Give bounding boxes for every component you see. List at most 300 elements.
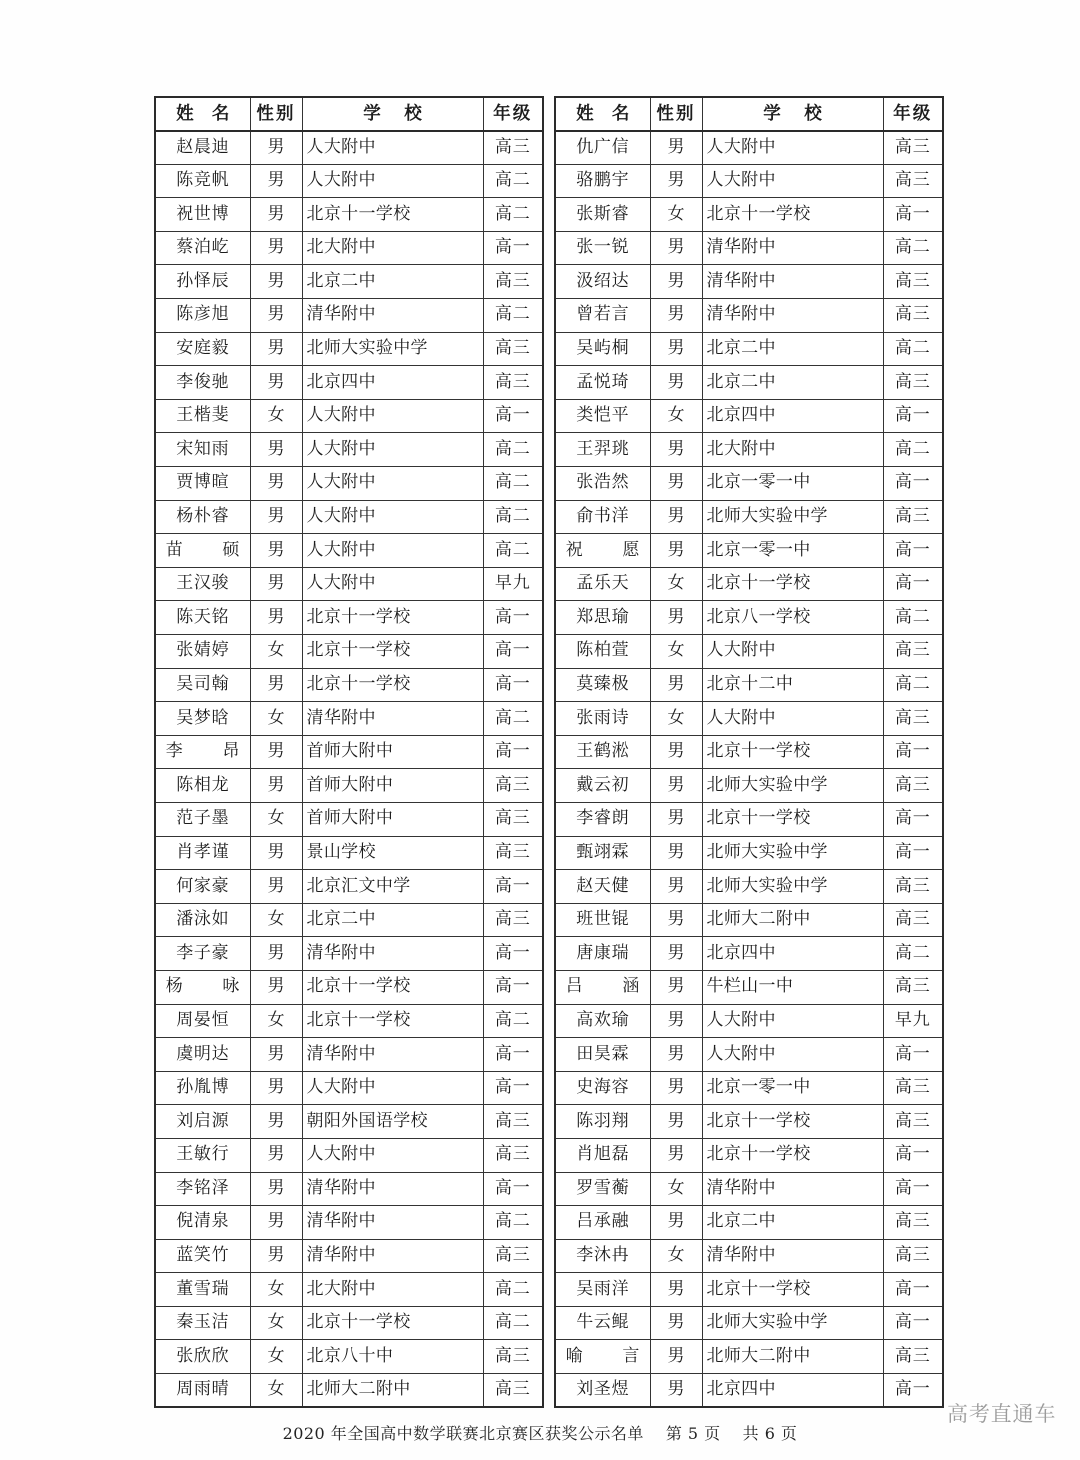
cell-sex: 男 <box>650 1340 702 1374</box>
cell-name: 宋知雨 <box>155 433 250 467</box>
cell-school: 北京八一学校 <box>702 601 883 635</box>
table-row <box>155 265 543 299</box>
cell-name: 安庭毅 <box>155 332 250 366</box>
cell-school: 北京十一学校 <box>302 635 483 669</box>
cell-grade: 高一 <box>883 1138 943 1172</box>
table-row <box>555 131 943 165</box>
cell-grade: 高一 <box>883 1374 943 1408</box>
table-row <box>155 131 543 165</box>
column-header-grade: 年级 <box>483 97 543 131</box>
cell-name: 孙胤博 <box>155 1071 250 1105</box>
cell-sex: 男 <box>250 937 302 971</box>
table-row <box>555 332 943 366</box>
table-row <box>555 1071 943 1105</box>
table-header-row <box>555 97 943 131</box>
cell-school: 北京十一学校 <box>302 198 483 232</box>
cell-name: 王楷斐 <box>155 399 250 433</box>
table-row <box>155 1273 543 1307</box>
cell-name: 范子墨 <box>155 802 250 836</box>
cell-name: 肖旭磊 <box>555 1138 650 1172</box>
cell-grade: 高三 <box>883 870 943 904</box>
cell-sex: 男 <box>250 567 302 601</box>
cell-sex: 男 <box>650 1374 702 1408</box>
cell-name: 周雨晴 <box>155 1374 250 1408</box>
cell-grade: 高一 <box>883 467 943 501</box>
cell-sex: 女 <box>250 1374 302 1408</box>
cell-name: 俞书洋 <box>555 500 650 534</box>
table-row <box>555 534 943 568</box>
cell-name: 倪清泉 <box>155 1206 250 1240</box>
table-row <box>155 231 543 265</box>
cell-grade: 高三 <box>483 769 543 803</box>
cell-sex: 男 <box>650 1105 702 1139</box>
cell-school: 北京二中 <box>302 265 483 299</box>
cell-school: 人大附中 <box>302 399 483 433</box>
cell-name: 李 昂 <box>155 735 250 769</box>
cell-name: 类恺平 <box>555 399 650 433</box>
cell-grade: 高二 <box>483 1004 543 1038</box>
cell-school: 首师大附中 <box>302 802 483 836</box>
cell-sex: 男 <box>650 433 702 467</box>
table-row <box>155 1138 543 1172</box>
cell-sex: 男 <box>650 937 702 971</box>
cell-school: 北大附中 <box>302 231 483 265</box>
cell-grade: 早九 <box>883 1004 943 1038</box>
cell-sex: 女 <box>250 399 302 433</box>
column-header-school: 学 校 <box>702 97 883 131</box>
table-row <box>555 1239 943 1273</box>
cell-school: 北师大实验中学 <box>702 836 883 870</box>
cell-name: 刘圣煜 <box>555 1374 650 1408</box>
table-row <box>555 802 943 836</box>
column-header-school: 学 校 <box>302 97 483 131</box>
table-row <box>155 299 543 333</box>
cell-school: 北京十一学校 <box>302 668 483 702</box>
cell-sex: 女 <box>650 198 702 232</box>
cell-grade: 高三 <box>883 131 943 165</box>
cell-name: 祝 愿 <box>555 534 650 568</box>
cell-sex: 男 <box>250 1172 302 1206</box>
column-header-sex: 性别 <box>250 97 302 131</box>
cell-sex: 女 <box>650 1172 702 1206</box>
cell-grade: 高一 <box>883 735 943 769</box>
cell-school: 朝阳外国语学校 <box>302 1105 483 1139</box>
cell-grade: 高一 <box>883 836 943 870</box>
table-row <box>555 467 943 501</box>
cell-name: 周晏恒 <box>155 1004 250 1038</box>
cell-school: 人大附中 <box>702 164 883 198</box>
cell-school: 首师大附中 <box>302 735 483 769</box>
cell-grade: 高三 <box>883 1239 943 1273</box>
cell-name: 陈相龙 <box>155 769 250 803</box>
footer-page-number: 第 5 页 <box>665 1424 721 1443</box>
cell-school: 北京十一学校 <box>702 1138 883 1172</box>
cell-school: 清华附中 <box>302 1206 483 1240</box>
cell-name: 张一锐 <box>555 231 650 265</box>
table-row <box>155 1071 543 1105</box>
cell-sex: 男 <box>650 299 702 333</box>
cell-grade: 高三 <box>883 970 943 1004</box>
table-row <box>555 668 943 702</box>
cell-grade: 高三 <box>483 1105 543 1139</box>
cell-name: 高欢瑜 <box>555 1004 650 1038</box>
cell-name: 王敏行 <box>155 1138 250 1172</box>
column-header-name: 姓 名 <box>155 97 250 131</box>
cell-grade: 高三 <box>483 903 543 937</box>
cell-sex: 男 <box>250 1105 302 1139</box>
table-row <box>155 1239 543 1273</box>
cell-name: 史海容 <box>555 1071 650 1105</box>
cell-name: 戴云初 <box>555 769 650 803</box>
cell-sex: 女 <box>650 702 702 736</box>
table-row <box>155 769 543 803</box>
cell-name: 潘泳如 <box>155 903 250 937</box>
cell-school: 北京四中 <box>702 1374 883 1408</box>
cell-grade: 高三 <box>483 1239 543 1273</box>
cell-school: 北京一零一中 <box>702 467 883 501</box>
table-row <box>555 1038 943 1072</box>
cell-sex: 男 <box>250 1239 302 1273</box>
table-row <box>555 1306 943 1340</box>
cell-sex: 男 <box>250 332 302 366</box>
cell-school: 牛栏山一中 <box>702 970 883 1004</box>
cell-grade: 高三 <box>883 702 943 736</box>
cell-school: 人大附中 <box>702 1004 883 1038</box>
cell-grade: 高二 <box>483 299 543 333</box>
cell-school: 北京二中 <box>702 332 883 366</box>
cell-grade: 高一 <box>883 1306 943 1340</box>
cell-grade: 高一 <box>483 1172 543 1206</box>
table-row <box>555 433 943 467</box>
cell-school: 人大附中 <box>302 534 483 568</box>
cell-grade: 高二 <box>483 467 543 501</box>
cell-grade: 高一 <box>483 635 543 669</box>
page-footer <box>0 1421 1080 1444</box>
cell-grade: 高二 <box>483 702 543 736</box>
cell-name: 孟悦琦 <box>555 366 650 400</box>
cell-sex: 女 <box>650 399 702 433</box>
cell-sex: 男 <box>650 366 702 400</box>
table-row <box>155 198 543 232</box>
table-row <box>555 635 943 669</box>
cell-name: 刘启源 <box>155 1105 250 1139</box>
cell-school: 清华附中 <box>702 1172 883 1206</box>
table-row <box>155 1374 543 1408</box>
cell-school: 清华附中 <box>702 265 883 299</box>
cell-grade: 高二 <box>883 601 943 635</box>
table-row <box>555 1172 943 1206</box>
cell-name: 杨朴睿 <box>155 500 250 534</box>
table-row <box>555 1004 943 1038</box>
table-row <box>555 500 943 534</box>
cell-grade: 高二 <box>483 1306 543 1340</box>
cell-name: 曾若言 <box>555 299 650 333</box>
cell-sex: 男 <box>650 332 702 366</box>
table-row <box>155 635 543 669</box>
table-row <box>555 1206 943 1240</box>
cell-grade: 高二 <box>483 1273 543 1307</box>
cell-school: 北师大实验中学 <box>702 769 883 803</box>
table-header-row <box>155 97 543 131</box>
table-row <box>155 1306 543 1340</box>
cell-name: 骆鹏宇 <box>555 164 650 198</box>
cell-sex: 男 <box>650 836 702 870</box>
cell-grade: 高三 <box>483 265 543 299</box>
table-row <box>555 164 943 198</box>
cell-grade: 高二 <box>483 164 543 198</box>
cell-grade: 高一 <box>883 1038 943 1072</box>
cell-name: 牛云鲲 <box>555 1306 650 1340</box>
cell-school: 清华附中 <box>302 299 483 333</box>
cell-school: 北师大实验中学 <box>702 500 883 534</box>
cell-name: 李睿朗 <box>555 802 650 836</box>
cell-name: 张婧婷 <box>155 635 250 669</box>
cell-grade: 高一 <box>483 1038 543 1072</box>
cell-name: 赵晨迪 <box>155 131 250 165</box>
cell-sex: 男 <box>650 903 702 937</box>
cell-school: 人大附中 <box>302 467 483 501</box>
cell-school: 清华附中 <box>302 702 483 736</box>
cell-name: 李沐冉 <box>555 1239 650 1273</box>
cell-sex: 男 <box>250 735 302 769</box>
cell-name: 吴雨洋 <box>555 1273 650 1307</box>
cell-sex: 男 <box>650 1138 702 1172</box>
cell-sex: 男 <box>650 668 702 702</box>
table-row <box>155 970 543 1004</box>
cell-sex: 男 <box>250 198 302 232</box>
table-row <box>555 970 943 1004</box>
cell-school: 北京十一学校 <box>702 1105 883 1139</box>
cell-school: 北京一零一中 <box>702 534 883 568</box>
table-row <box>555 769 943 803</box>
cell-name: 陈彦旭 <box>155 299 250 333</box>
cell-school: 人大附中 <box>302 164 483 198</box>
cell-sex: 男 <box>250 1138 302 1172</box>
cell-name: 贾博暄 <box>155 467 250 501</box>
cell-name: 甄翊霖 <box>555 836 650 870</box>
cell-sex: 男 <box>650 1206 702 1240</box>
cell-sex: 男 <box>650 870 702 904</box>
cell-grade: 高一 <box>483 735 543 769</box>
cell-name: 赵天健 <box>555 870 650 904</box>
table-row <box>555 299 943 333</box>
cell-sex: 男 <box>250 870 302 904</box>
cell-school: 人大附中 <box>302 1071 483 1105</box>
table-row <box>555 937 943 971</box>
cell-name: 陈天铭 <box>155 601 250 635</box>
cell-sex: 男 <box>650 231 702 265</box>
table-row <box>155 332 543 366</box>
column-header-grade: 年级 <box>883 97 943 131</box>
column-header-sex: 性别 <box>650 97 702 131</box>
cell-name: 孙怿辰 <box>155 265 250 299</box>
roster-tables-area <box>154 96 940 1408</box>
cell-school: 人大附中 <box>302 567 483 601</box>
cell-school: 清华附中 <box>702 299 883 333</box>
cell-grade: 高一 <box>883 198 943 232</box>
footer-total-pages: 共 6 页 <box>742 1424 798 1443</box>
table-row <box>555 1340 943 1374</box>
cell-grade: 高三 <box>483 1340 543 1374</box>
cell-grade: 高一 <box>883 567 943 601</box>
table-row <box>555 567 943 601</box>
cell-name: 秦玉洁 <box>155 1306 250 1340</box>
cell-name: 喻 言 <box>555 1340 650 1374</box>
cell-sex: 男 <box>250 467 302 501</box>
cell-grade: 高二 <box>883 937 943 971</box>
cell-school: 北京二中 <box>702 366 883 400</box>
cell-name: 班世锟 <box>555 903 650 937</box>
cell-sex: 男 <box>250 231 302 265</box>
cell-grade: 高二 <box>883 231 943 265</box>
cell-name: 王羿珧 <box>555 433 650 467</box>
cell-grade: 高一 <box>483 1071 543 1105</box>
cell-name: 吴梦晗 <box>155 702 250 736</box>
table-row <box>555 1374 943 1408</box>
cell-grade: 高一 <box>883 1273 943 1307</box>
cell-name: 王鹤淞 <box>555 735 650 769</box>
cell-name: 陈竞帆 <box>155 164 250 198</box>
table-row <box>155 567 543 601</box>
cell-school: 北京十一学校 <box>702 735 883 769</box>
cell-sex: 男 <box>650 1004 702 1038</box>
cell-grade: 高二 <box>483 1206 543 1240</box>
cell-grade: 高一 <box>883 399 943 433</box>
cell-sex: 男 <box>650 802 702 836</box>
table-row <box>555 601 943 635</box>
cell-sex: 男 <box>650 1273 702 1307</box>
cell-grade: 高一 <box>483 601 543 635</box>
cell-sex: 女 <box>250 802 302 836</box>
cell-grade: 高一 <box>483 231 543 265</box>
roster-table-left <box>154 96 544 1408</box>
table-row <box>155 1105 543 1139</box>
table-row <box>155 500 543 534</box>
cell-name: 仇广信 <box>555 131 650 165</box>
table-row <box>555 702 943 736</box>
cell-school: 清华附中 <box>302 1038 483 1072</box>
cell-name: 陈羽翔 <box>555 1105 650 1139</box>
cell-name: 吴司翰 <box>155 668 250 702</box>
cell-sex: 男 <box>650 1038 702 1072</box>
table-row <box>555 366 943 400</box>
table-row <box>155 1004 543 1038</box>
cell-school: 北师大实验中学 <box>702 870 883 904</box>
cell-school: 北京四中 <box>302 366 483 400</box>
table-row <box>155 1340 543 1374</box>
table-row <box>155 937 543 971</box>
cell-school: 清华附中 <box>302 1172 483 1206</box>
cell-name: 孟乐天 <box>555 567 650 601</box>
table-row <box>555 198 943 232</box>
cell-school: 北大附中 <box>302 1273 483 1307</box>
cell-grade: 高三 <box>883 1206 943 1240</box>
cell-school: 北师大实验中学 <box>702 1306 883 1340</box>
cell-name: 李子豪 <box>155 937 250 971</box>
cell-grade: 高三 <box>483 131 543 165</box>
cell-sex: 男 <box>250 131 302 165</box>
table-row <box>155 735 543 769</box>
cell-grade: 高二 <box>483 433 543 467</box>
cell-school: 清华附中 <box>302 937 483 971</box>
cell-school: 北京八十中 <box>302 1340 483 1374</box>
cell-school: 北京十一学校 <box>302 1306 483 1340</box>
cell-grade: 高一 <box>483 937 543 971</box>
cell-grade: 高二 <box>483 500 543 534</box>
cell-name: 李俊驰 <box>155 366 250 400</box>
cell-grade: 高三 <box>883 1071 943 1105</box>
cell-grade: 高三 <box>883 1105 943 1139</box>
cell-sex: 男 <box>250 534 302 568</box>
cell-name: 田昊霖 <box>555 1038 650 1072</box>
cell-name: 虞明达 <box>155 1038 250 1072</box>
cell-grade: 高三 <box>883 164 943 198</box>
table-row <box>155 1038 543 1072</box>
cell-name: 莫臻极 <box>555 668 650 702</box>
table-row <box>155 164 543 198</box>
watermark-label: 高考直通车 <box>947 1402 1057 1426</box>
table-row <box>155 702 543 736</box>
table-row <box>555 1273 943 1307</box>
cell-sex: 男 <box>650 970 702 1004</box>
cell-school: 人大附中 <box>702 635 883 669</box>
table-row <box>555 903 943 937</box>
table-row <box>555 231 943 265</box>
cell-grade: 高三 <box>483 836 543 870</box>
cell-name: 张雨诗 <box>555 702 650 736</box>
cell-name: 吴屿桐 <box>555 332 650 366</box>
cell-grade: 高三 <box>483 1138 543 1172</box>
cell-grade: 高三 <box>883 903 943 937</box>
cell-grade: 高一 <box>483 668 543 702</box>
cell-grade: 高三 <box>883 366 943 400</box>
cell-school: 首师大附中 <box>302 769 483 803</box>
cell-grade: 高二 <box>483 198 543 232</box>
cell-name: 张浩然 <box>555 467 650 501</box>
cell-sex: 女 <box>250 1306 302 1340</box>
cell-school: 北京二中 <box>302 903 483 937</box>
cell-school: 北京十一学校 <box>702 1273 883 1307</box>
cell-name: 祝世博 <box>155 198 250 232</box>
table-row <box>555 265 943 299</box>
cell-school: 北京十一学校 <box>302 1004 483 1038</box>
table-row <box>555 1105 943 1139</box>
cell-grade: 高一 <box>883 1172 943 1206</box>
cell-school: 人大附中 <box>702 702 883 736</box>
cell-school: 人大附中 <box>302 1138 483 1172</box>
cell-school: 北京十一学校 <box>702 567 883 601</box>
table-row <box>155 399 543 433</box>
cell-sex: 男 <box>250 970 302 1004</box>
cell-sex: 女 <box>250 702 302 736</box>
table-row <box>155 870 543 904</box>
cell-sex: 女 <box>650 635 702 669</box>
cell-name: 张欣欣 <box>155 1340 250 1374</box>
cell-name: 蓝笑竹 <box>155 1239 250 1273</box>
cell-grade: 高一 <box>483 870 543 904</box>
cell-grade: 高二 <box>883 433 943 467</box>
cell-school: 北京四中 <box>702 399 883 433</box>
cell-grade: 早九 <box>483 567 543 601</box>
footer-title: 2020 年全国高中数学联赛北京赛区获奖公示名单 <box>282 1424 644 1443</box>
cell-sex: 女 <box>250 1004 302 1038</box>
cell-grade: 高三 <box>883 635 943 669</box>
table-row <box>155 1172 543 1206</box>
cell-name: 郑思瑜 <box>555 601 650 635</box>
cell-school: 人大附中 <box>302 131 483 165</box>
cell-sex: 男 <box>650 601 702 635</box>
cell-grade: 高三 <box>883 500 943 534</box>
